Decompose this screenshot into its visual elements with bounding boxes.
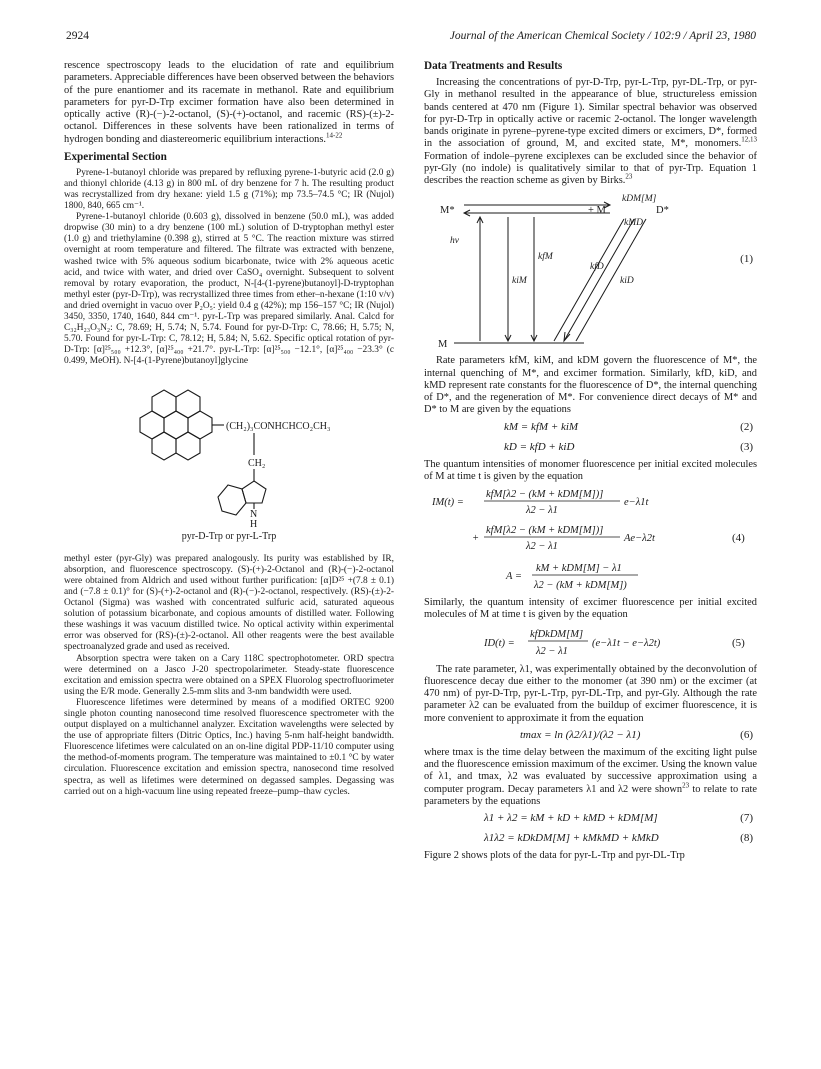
svg-text:λ2 − (kM + kDM[M]): λ2 − (kM + kDM[M]) — [534, 580, 627, 591]
results-paragraph-2: Rate parameters kfM, kiM, and kDM govern the fluorescence of M*, the internal quenching of M*, and excimer formation. Similarly, kfD, kiD, and kMD represent rate constants for the fluorescence of D*, the internal quenching of D*, and the regeneration of M*. For convenience direct decays of M* and D* to M are given by the equations — [424, 355, 757, 416]
pyrene-tryptophan-structure-drawing — [64, 377, 394, 527]
svg-text:A =: A = — [506, 571, 522, 582]
results-paragraph-1: Increasing the concentrations of pyr-D-Trp, pyr-L-Trp, pyr-DL-Trp, or pyr-Gly in methanol resulted in the appearance of blue, structureless emission bands centered at 470 nm (Figure 1). Similar spectral behavior was observed for pyr-D-Trp in optically active or racemic 2-octanol. The longer wavelength bands originate in pyrene–pyrene-type excited dimers or excimers, D*, formed in the association of ground, M, and excited state, M*, monomers.$^{12,13}$ Formation of indole–pyrene exciplexes can be excluded since the behavior of pyr-Gly (no indole) is qualitatively similar to that of pyr-Trp. Equation 1 describes the reaction scheme as given by Birks.$^{23}$ — [424, 77, 757, 186]
scheme-excimer: D* — [656, 205, 669, 217]
results-paragraph-5: The rate parameter, λ1, was experimentally obtained by the deconvolution of fluorescence decay due either to the monomer (at 390 nm) or the excimer (at 470 nm) of pyr-D-Trp, pyr-L-Trp, pyr-DL-Trp, and pyr-Gly. Although the rate parameter λ2 can be evaluated from the buildup of excimer fluorescence, it is more convenient to approximate it from the equation — [424, 663, 757, 724]
structure-chain-label: (CH₂)₃CONHCHCO₂CH₃ — [226, 421, 331, 433]
journal-citation: Journal of the American Chemical Society / 102:9 / April 23, 1980 — [449, 30, 756, 42]
equation-3: kD = kfD + kiD (3) — [504, 440, 753, 453]
experimental-section-heading: Experimental Section — [64, 150, 167, 163]
equation-7: λ1 + λ2 = kM + kD + kMD + kDM[M] (7) — [484, 812, 753, 824]
experimental-paragraph-5: Fluorescence lifetimes were determined by means of a modified ORTEC 9200 single photon counting nanosecond time resolved fluorescence spectrometer with the output displayed on a multichannel analyzer. Excitation wavelengths were selected by the use of appropriate filters (Ditric Optics, Inc.) having 5-nm half-height bandwidth. Fluorescence lifetimes were calculated on an on-line digital PDP-11/10 computer using the method-of-moments program. The temperature was maintained to ±0.1 °C by water circulation. Fluorescence excitation and emission spectra, nanosecond time resolved spectra, as well as lifetimes were determined on degassed samples. Degassing was carried out on a high-vacuum line using repeated freeze–pump–thaw cycles. — [64, 697, 394, 797]
results-section-heading: Data Treatments and Results — [424, 60, 563, 72]
experimental-paragraph-2: Pyrene-1-butanoyl chloride (0.603 g), dissolved in benzene (50.0 mL), was added dropwise (30 min) to a dry benzene (100 mL) solution of D-tryptophan methyl ester (1.0 g) and triethylamine (0.398 g), stirred at 5 °C. The reaction mixture was stirred overnight at room temperature and filtered. The filtrate was extracted with benzene, washed twice with 5% aqueous sodium bicarbonate, twice with 2% aqueous acetic acid, and twice with water, and dried over CaSO₄ overnight. Subsequent to solvent removal by rotary evaporation, the product, N-[4-(1-pyrene)butanoyl]-D-tryptophan methyl ester (pyr-D-Trp), was recrystallized three times from ether–n-hexane (1:10 v/v) and dried overnight in vacuo over P₂O₅: yield 0.4 g (42%); mp 156–157 °C; IR (Nujol) 3450, 3350, 1740, 1640, 844 cm⁻¹. pyr-L-Trp was prepared similarly. Anal. Calcd for C₃₂H₂₃O₃N₂: C, 78.69; H, 5.74; N, 5.74. Found for pyr-D-Trp: C, 78.66; H, 5.75; N, 5.70. Found for pyr-L-Trp: C, 78.12; H, 5.84; N, 5.62. Specific optical rotation of pyr-D-Trp: [α]²⁵₅₀₀ +12.3°, [α]²⁵₄₀₀ +21.7°. pyr-L-Trp: [α]²⁵₅₀₀ −12.1°, [α]²⁵₄₀₀ −23.3° (c 0.499, MeOH). N-[4-(1-Pyrene)butanoyl]glycine — [64, 212, 394, 367]
svg-text:e−λ1t: e−λ1t — [624, 497, 649, 508]
structure-nitrogen-label: N — [250, 509, 258, 521]
svg-text:λ2 − λ1: λ2 − λ1 — [526, 541, 558, 552]
svg-text:λ2 − λ1: λ2 − λ1 — [526, 505, 558, 516]
page-number: 2924 — [66, 30, 89, 42]
scheme-plus-m: + M — [588, 205, 606, 217]
svg-text:(4): (4) — [732, 532, 745, 544]
results-paragraph-7: Figure 2 shows plots of the data for pyr-L-Trp and pyr-DL-Trp — [424, 850, 685, 861]
equation-5 — [424, 626, 757, 660]
scheme-kid-label: kiD — [620, 276, 634, 287]
right-column — [424, 60, 757, 862]
svg-text:kfM[λ2 − (kM + kDM[M])]: kfM[λ2 − (kM + kDM[M])] — [486, 525, 604, 536]
scheme-kfm-label: kfM — [538, 252, 553, 263]
scheme-excited-monomer: M* — [440, 205, 455, 217]
scheme-kmd-label: kMD — [624, 218, 643, 229]
svg-text:+: + — [472, 533, 480, 544]
experimental-paragraph-4: Absorption spectra were taken on a Cary 118C spectrophotometer. ORD spectra were determined on a Jasco J-20 spectropolarimeter. Steady-state fluorescence excitation and emission spectra were obtained on a SPEX Fluorolog spectrofluorimeter using the E/R mode. Generally 2.5-mm slits and 3-nm bandwidth were used. — [64, 653, 394, 697]
results-paragraph-4: Similarly, the quantum intensity of excimer fluorescence per initial excited molecules of M at time t is given by the equation — [424, 597, 757, 621]
experimental-paragraph-3: methyl ester (pyr-Gly) was prepared analogously. Its purity was established by IR, absorption, and fluorescence spectroscopy. (S)-(+)-2-Octanol and (R)-(−)-2-octanol were obtained from Aldrich and used without further purification: [α]D²⁵ +(7.8 ± 0.1) and (−7.8 ± 0.1)° for (S)-(+)-2-octanol and (R)-(−)-2-octanol, respectively. (RS)-(±)-2-Octanol (Sigma) was washed with concentrated sulfuric acid, saturated aqueous solution of potassium bicarbonate, and copious amounts of distilled water. Following these washings it was vacuum distilled twice. No optical activity within experimental error was observed for (RS)-(±)-2-octanol. All other reagents were the best available spectroanalyzed grade and used as received. — [64, 553, 394, 653]
scheme-kdm-label: kDM[M] — [622, 194, 657, 205]
svg-text:(e−λ1t − e−λ2t): (e−λ1t − e−λ2t) — [592, 637, 661, 649]
structure-ch2-label: CH₂ — [248, 458, 266, 470]
page-header — [66, 30, 756, 46]
structure-caption: pyr-D-Trp or pyr-L-Trp — [181, 531, 277, 543]
equation-a — [424, 561, 757, 593]
svg-text:kM + kDM[M] − λ1: kM + kDM[M] − λ1 — [536, 563, 622, 574]
chemical-structure — [64, 377, 394, 527]
svg-text:ID(t) =: ID(t) = — [484, 637, 515, 649]
scheme-hv-label: hν — [450, 236, 459, 247]
reaction-scheme — [424, 193, 757, 349]
reaction-scheme-diagram — [424, 193, 724, 349]
equation-2: kM = kfM + kiM (2) — [504, 420, 753, 433]
scheme-ground-monomer: M — [438, 339, 448, 350]
svg-text:λ2 − λ1: λ2 − λ1 — [536, 645, 568, 657]
svg-text:kfDkDM[M]: kfDkDM[M] — [530, 628, 584, 640]
results-paragraph-3: The quantum intensities of monomer fluorescence per initial excited molecules of M at time t is given by the equation — [424, 458, 757, 482]
scheme-kim-label: kiM — [512, 276, 527, 287]
svg-text:kfM[λ2 − (kM + kDM[M])]: kfM[λ2 − (kM + kDM[M])] — [486, 489, 604, 500]
scheme-kfd-label: kfD — [590, 262, 604, 273]
results-paragraph-6: where tmax is the time delay between the maximum of the exciting light pulse and the fluorescence emission maximum of the excimer. Using the known value of λ1, and tmax, λ2 was evaluated by successive approximation using a computer program. Decay parameters λ1 and λ2 were shown$^{23}$ to relate to rate parameters by the equations — [424, 746, 757, 807]
intro-paragraph: rescence spectroscopy leads to the elucidation of rate and equilibrium parameters. Appreciable differences have been observed between the behaviors of the pure enantiomer and its racemate in methanol. Rate and equilibrium parameters for pyr-D-Trp excimer formation have also been determined in optically active (R)-(−)-2-octanol, (S)-(+)-octanol, and racemic (RS)-(±)-2-octanol. Differences in these solvents have been rationalized in terms of hydrogen bonding and diastereomeric equilibrium interactions.$^{14-22}$ — [64, 60, 394, 145]
equation-1-number: (1) — [740, 253, 753, 266]
equation-6: tmax = ln (λ2/λ1)/(λ2 − λ1) (6) — [520, 728, 753, 741]
structure-hydrogen-label: H — [250, 519, 258, 528]
equation-8: λ1λ2 = kDkDM[M] + kMkMD + kMkD (8) — [484, 832, 753, 844]
equation-4 — [424, 487, 757, 557]
experimental-paragraph-1: Pyrene-1-butanoyl chloride was prepared by refluxing pyrene-1-butyric acid (2.0 g) and thionyl chloride (4.13 g) in 800 mL of dry benzene for 7 h. The resulting product was recrystallized from dry hexane: yield 1.5 g (71%); mp 73.5–74.5 °C; IR (Nujol) 1800, 840, 665 cm⁻¹. — [64, 167, 394, 212]
svg-text:IM(t) =: IM(t) = — [432, 497, 464, 508]
svg-text:Ae−λ2t: Ae−λ2t — [624, 533, 655, 544]
left-column — [64, 60, 394, 798]
svg-text:(5): (5) — [732, 636, 745, 649]
